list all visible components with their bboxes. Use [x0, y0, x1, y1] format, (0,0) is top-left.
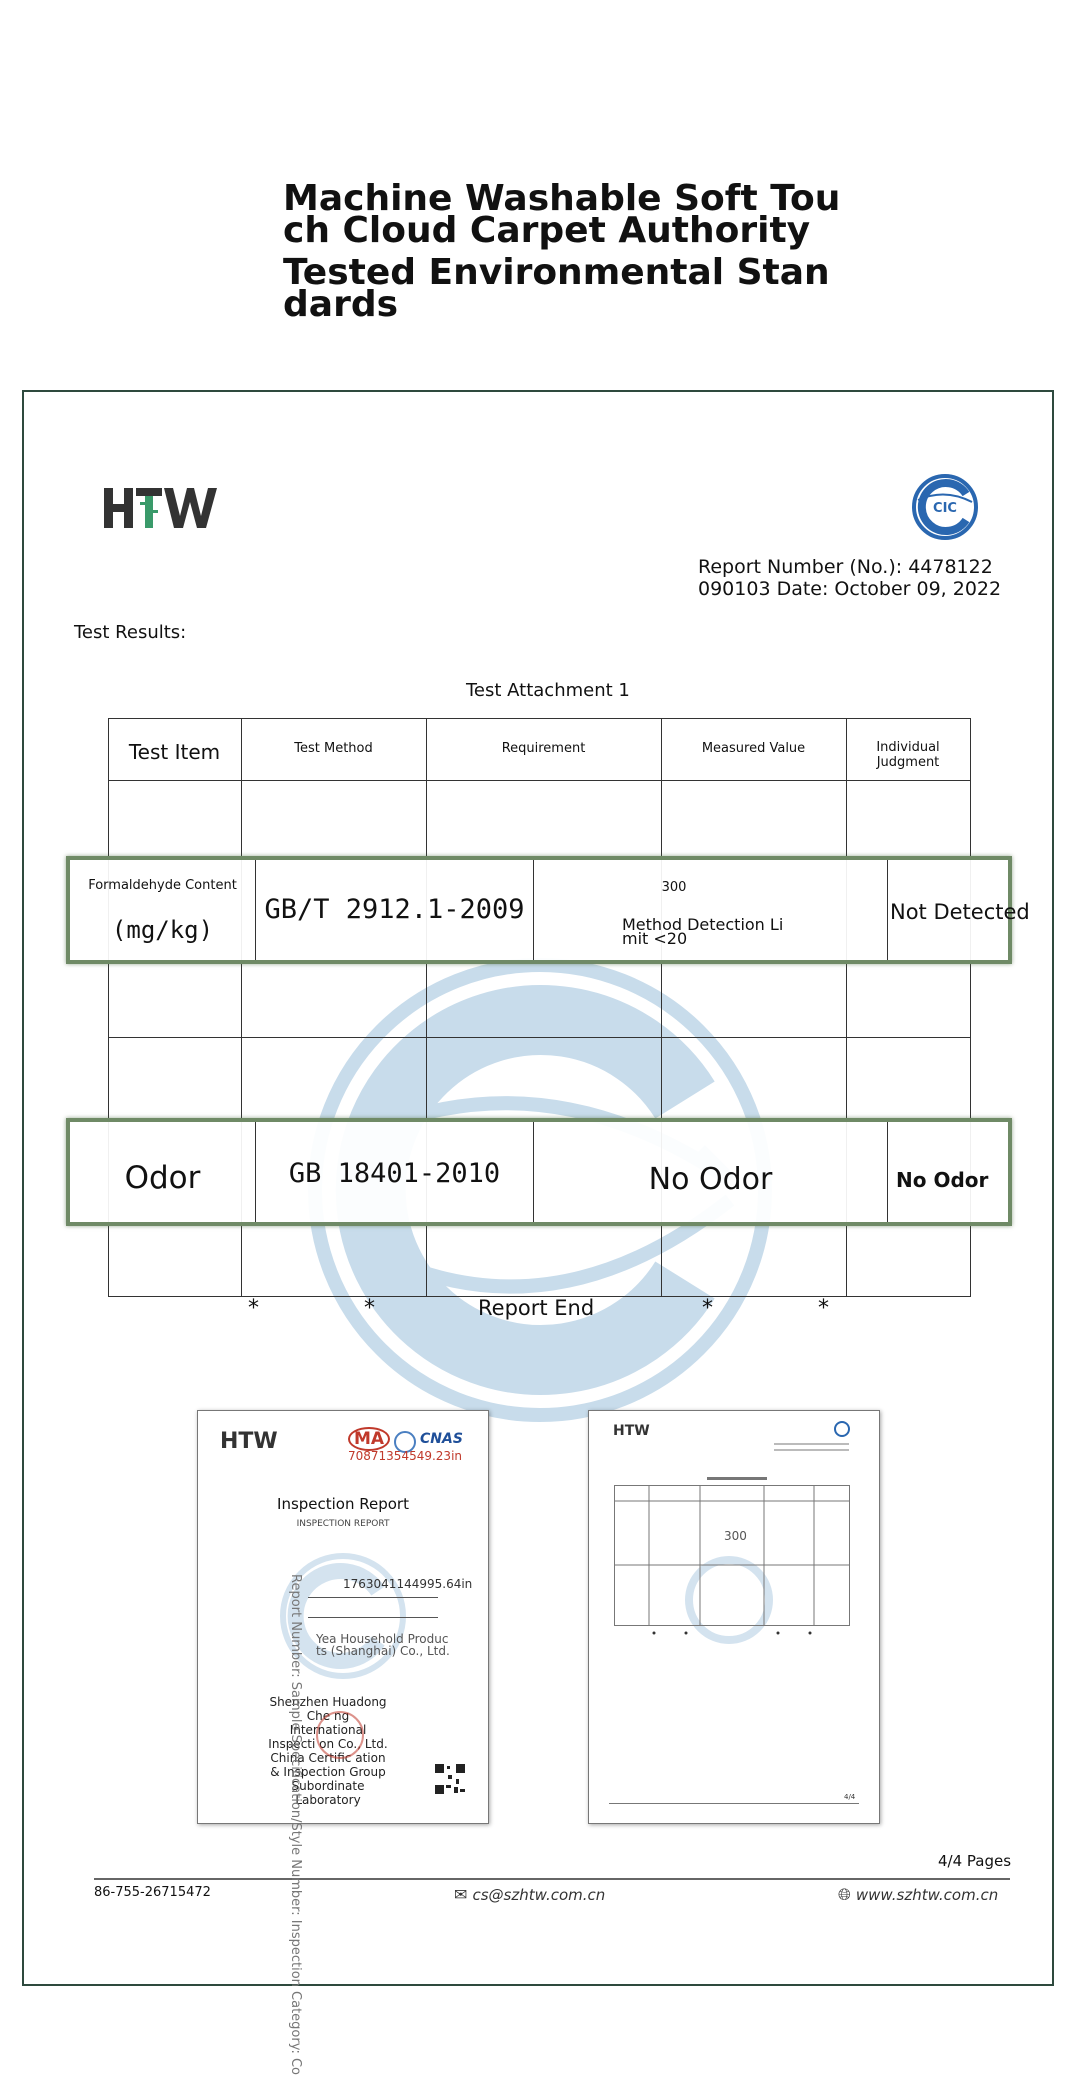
row-judgment: Not Detected	[890, 900, 1030, 924]
star-mark: *	[248, 1296, 259, 1321]
cic-logo-icon	[910, 472, 980, 542]
footer-phone: 86-755-26715472	[94, 1885, 211, 1900]
thumb-lab: Shenzhen Huadong Che ng International Inspecti on Co., Ltd. China Certific ation & Inspection Group Subordinate Laboratory	[268, 1695, 388, 1807]
report-end-label: Report End	[478, 1296, 595, 1320]
globe-icon: 🌐︎	[838, 1885, 856, 1904]
row-requirement: 300	[661, 880, 687, 895]
title-line-3: Tested Environmental Stan	[283, 252, 830, 293]
thumb-number: 1763041144995.64in	[343, 1577, 473, 1591]
row-unit: (mg/kg)	[111, 916, 214, 944]
header-requirement: Requirement	[501, 741, 586, 756]
header-test-item: Test Item	[128, 740, 221, 764]
thumb-red-number: 70871354549.23in	[348, 1449, 463, 1463]
table-row-formaldehyde	[66, 856, 1030, 964]
row-measured: Method Detection Li mit <20	[622, 915, 784, 948]
thumb-mini-table-icon	[614, 1485, 854, 1645]
footer-divider	[94, 1878, 1010, 1880]
title-line-2: ch Cloud Carpet Authority	[283, 210, 811, 251]
header-individual-judgment: Individual Judgment	[876, 740, 940, 770]
thumb-htw-logo: HTW	[613, 1423, 650, 1439]
row-method: GB/T 2912.1-2009	[264, 894, 525, 925]
row-item: Formaldehyde Content	[88, 878, 237, 893]
footer-email	[454, 1885, 605, 1904]
thumbnail-results-page	[588, 1410, 880, 1824]
attachment-title: Test Attachment 1	[466, 680, 630, 701]
report-number	[698, 556, 1001, 600]
page-title	[283, 178, 843, 325]
star-mark: *	[364, 1296, 375, 1321]
thumb-ma-mark: MA	[348, 1427, 390, 1451]
header-test-method: Test Method	[294, 741, 373, 756]
cic-logo-text: CIC	[933, 501, 957, 516]
test-results-label: Test Results:	[74, 622, 187, 643]
thumb-page-footer: 4/4	[844, 1793, 856, 1801]
footer-web	[838, 1885, 998, 1905]
page-count: 4/4 Pages	[938, 1852, 1012, 1870]
row-item: Odor	[124, 1160, 201, 1196]
thumb-title: Inspection Report	[277, 1495, 409, 1513]
htw-logo-icon	[102, 486, 222, 530]
thumb-htw-logo: HTW	[220, 1429, 278, 1454]
star-mark: *	[818, 1296, 829, 1321]
thumb-cic-logo-icon	[834, 1421, 850, 1437]
row-method: GB 18401-2010	[288, 1158, 501, 1189]
row-judgment: No Odor	[896, 1168, 989, 1192]
table-row-odor	[66, 1118, 1012, 1226]
footer-web-text: www.szhtw.com.cn	[855, 1886, 999, 1904]
vertical-overlay-text: Report Number: Sample Specification/Style Number: Inspection Category: Co	[288, 1574, 303, 2075]
thumb-cell-value: 300	[724, 1529, 747, 1543]
report-number-line-1: Report Number (No.): 4478122	[698, 556, 993, 578]
thumb-company: Yea Household Produc ts (Shanghai) Co., Ltd.	[316, 1632, 450, 1658]
title-line-4: dards	[283, 284, 399, 325]
row-requirement: No Odor	[648, 1162, 773, 1197]
header-measured-value: Measured Value	[701, 741, 806, 756]
report-number-line-2: 090103 Date: October 09, 2022	[698, 578, 1002, 600]
thumb-qr-code-icon	[434, 1763, 466, 1795]
thumb-subtitle: INSPECTION REPORT	[296, 1519, 390, 1529]
thumb-red-seal-icon	[316, 1711, 364, 1759]
title-line-1: Machine Washable Soft Tou	[283, 178, 841, 219]
thumbnail-cover-page	[197, 1410, 489, 1824]
mail-icon: ✉	[454, 1885, 473, 1904]
star-mark: *	[702, 1296, 713, 1321]
thumb-cnas-mark: CNAS	[420, 1431, 463, 1447]
footer-email-text: cs@szhtw.com.cn	[472, 1886, 606, 1904]
